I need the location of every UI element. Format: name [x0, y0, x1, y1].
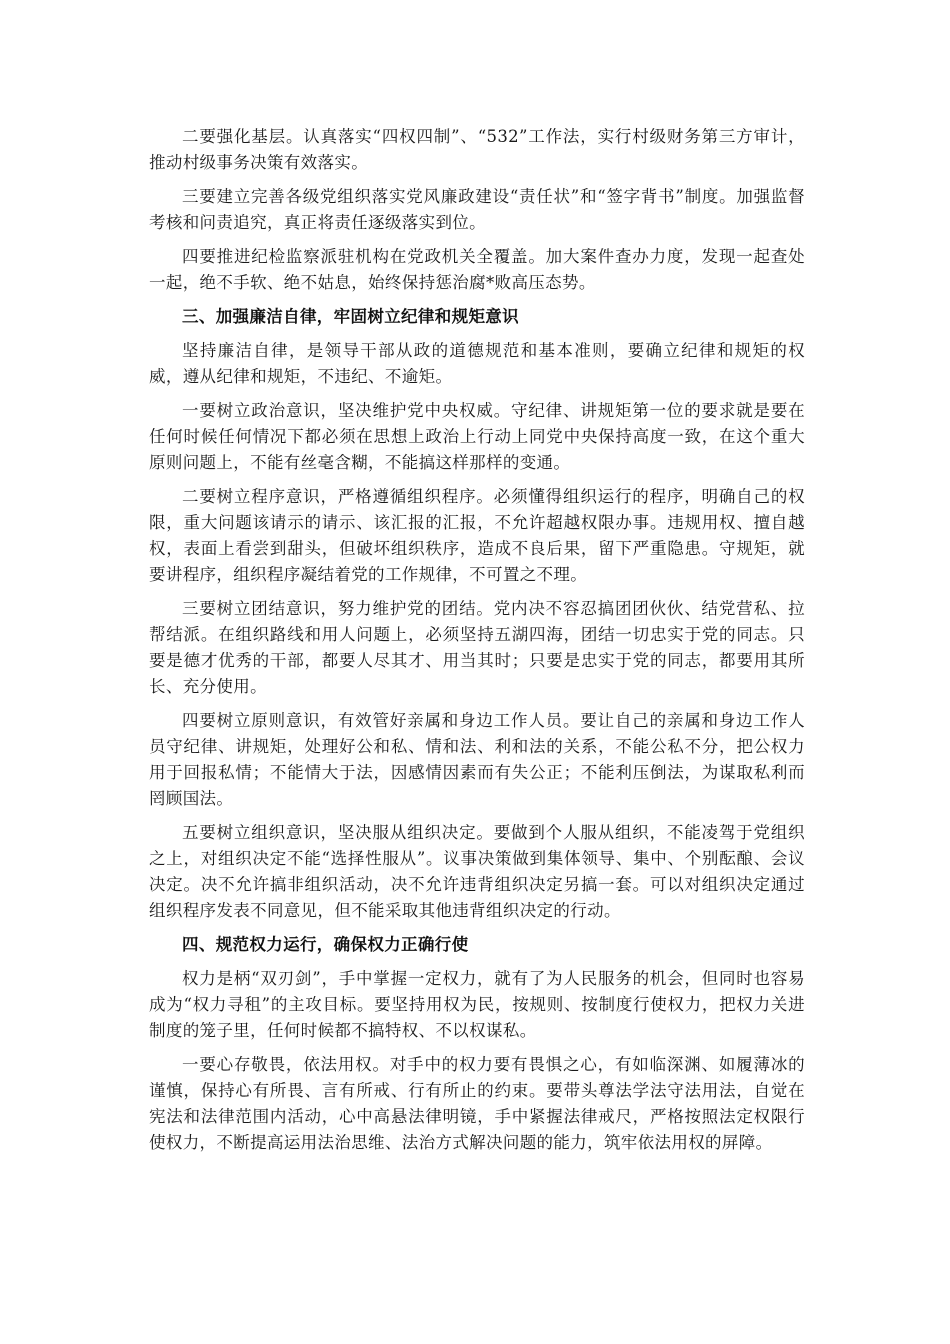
paragraph-strengthen-grassroots: 二要强化基层。认真落实“四权四制”、“532”工作法，实行村级财务第三方审计，推动村级事务决策有效落实。 [149, 127, 805, 172]
paragraph-organization-awareness: 五要树立组织意识，坚决服从组织决定。要做到个人服从组织，不能凌驾于党组织之上，对组织决定不能“选择性服从”。议事决策做到集体领导、集中、个别酝酿、会议决定。决不允许搞非组织活动，决不允许违背组织决定另搞一套。可以对组织决定通过组织程序发表不同意见，但不能采取其他违背组织决定的行动。 [149, 823, 805, 920]
section-heading-3: 三、加强廉洁自律，牢固树立纪律和规矩意识 [182, 307, 519, 326]
paragraph-self-discipline-intro: 坚持廉洁自律，是领导干部从政的道德规范和基本准则，要确立纪律和规矩的权威，遵从纪律和规矩，不违纪、不逾矩。 [149, 341, 805, 386]
paragraph-lawful-use-of-power: 一要心存敬畏，依法用权。对手中的权力要有畏惧之心，有如临深渊、如履薄冰的谨慎，保持心有所畏、言有所戒、行有所止的约束。要带头尊法学法守法用法，自觉在宪法和法律范围内活动，心中高悬法律明镜，手中紧握法律戒尺，严格按照法定权限行使权力，不断提高运用法治思维、法治方式解决问题的能力，筑牢依法用权的屏障。 [149, 1055, 805, 1152]
document-body [149, 124, 805, 1164]
paragraph-political-awareness: 一要树立政治意识，坚决维护党中央权威。守纪律、讲规矩第一位的要求就是要在任何时候任何情况下都必须在思想上政治上行动上同党中央保持高度一致，在这个重大原则问题上，不能有丝毫含糊，不能搞这样那样的变通。 [149, 401, 805, 472]
paragraph-procedure-awareness: 二要树立程序意识，严格遵循组织程序。必须懂得组织运行的程序，明确自己的权限，重大问题该请示的请示、该汇报的汇报，不允许超越权限办事。违规用权、擅自越权，表面上看尝到甜头，但破坏组织秩序，造成不良后果，留下严重隐患。守规矩，就要讲程序，组织程序凝结着党的工作规律，不可置之不理。 [149, 487, 805, 584]
paragraph-unity-awareness: 三要树立团结意识，努力维护党的团结。党内决不容忍搞团团伙伙、结党营私、拉帮结派。在组织路线和用人问题上，必须坚持五湖四海，团结一切忠实于党的同志。只要是德才优秀的干部，都要人尽其才、用当其时；只要是忠实于党的同志，都要用其所长、充分使用。 [149, 599, 805, 696]
section-heading-4: 四、规范权力运行，确保权力正确行使 [182, 935, 469, 954]
paragraph-power-intro: 权力是柄“双刃剑”，手中掌握一定权力，就有了为人民服务的机会，但同时也容易成为“权力寻租”的主攻目标。要坚持用权为民，按规则、按制度行使权力，把权力关进制度的笼子里，任何时候都不搞特权、不以权谋私。 [149, 969, 805, 1040]
paragraph-inspection-coverage: 四要推进纪检监察派驻机构在党政机关全覆盖。加大案件查办力度，发现一起查处一起，绝不手软、绝不姑息，始终保持惩治腐*败高压态势。 [149, 247, 805, 292]
paragraph-responsibility-system: 三要建立完善各级党组织落实党风廉政建设“责任状”和“签字背书”制度。加强监督考核和问责追究，真正将责任逐级落实到位。 [149, 187, 805, 232]
paragraph-principle-awareness: 四要树立原则意识，有效管好亲属和身边工作人员。要让自己的亲属和身边工作人员守纪律、讲规矩，处理好公和私、情和法、利和法的关系，不能公私不分，把公权力用于回报私情；不能情大于法，因感情因素而有失公正；不能利压倒法，为谋取私利而罔顾国法。 [149, 711, 805, 808]
